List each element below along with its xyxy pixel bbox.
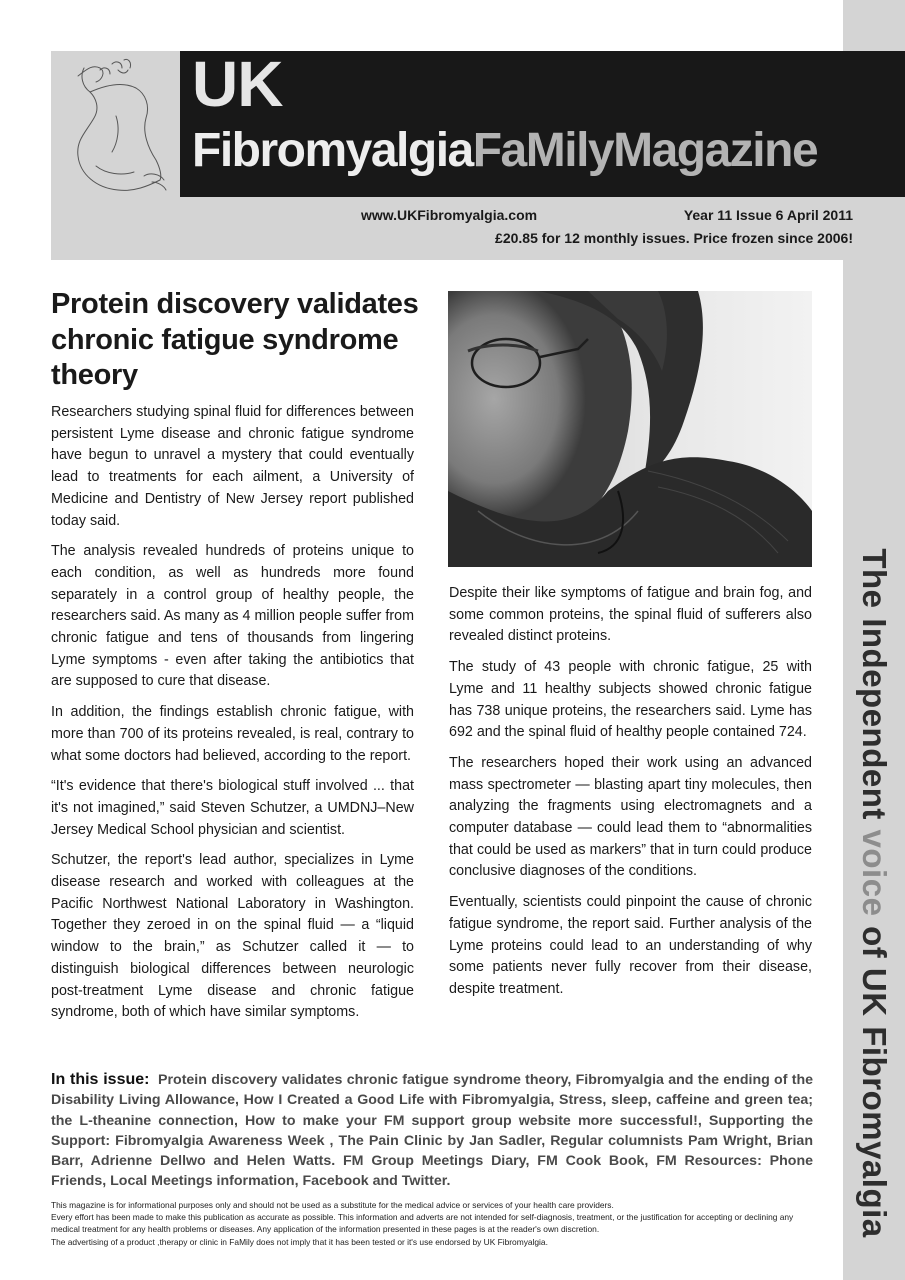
disclaimer-line: The advertising of a product ,therapy or clinic in FaMily does not imply that it has been tested or it's use endorsed by UK Fibromyalgia. (51, 1236, 548, 1247)
article-photo-woman (448, 291, 812, 567)
website-url[interactable]: www.UKFibromyalgia.com (361, 207, 538, 223)
side-tagline (855, 548, 893, 1237)
article-paragraph: Eventually, scientists could pinpoint the cause of chronic fatigue syndrome, the report said. Further analysis of the Lyme proteins could lead to an understanding of why some patients never fully recover from their disease, despite treatment. (449, 894, 812, 997)
disclaimer-line: This magazine is for informational purposes only and should not be used as a substitute for the medical advice or services of your health care providers. (51, 1200, 614, 1210)
price-info: £20.85 for 12 monthly issues. Price frozen since 2006! (495, 230, 853, 246)
masthead-uk: UK (192, 48, 283, 120)
masthead-title-family-magazine: FaMilyMagazine (472, 124, 818, 177)
tagline-part-2: voice (856, 829, 893, 927)
masthead-title (192, 124, 818, 177)
article-paragraph: In addition, the findings establish chronic fatigue, with more than 700 of its proteins revealed, is real, contrary to what some doctors had believed, according to the report. (51, 704, 414, 764)
article-right-column (449, 583, 812, 1010)
disclaimer-line: Every effort has been made to make this publication as accurate as possible. This information and adverts are not intended for self-diagnosis, treatment, or the justification for accepting or declining any medical treatment for any health problems or diseases. Any application of the information presented in these pages is at the reader's own discretion. (51, 1212, 794, 1235)
in-this-issue-text: Protein discovery validates chronic fatigue syndrome theory, Fibromyalgia and the ending of the Disability Living Allowance, How I Created a Good Life with Fibromyalgia, Stress, sleep, caffeine and green tea; the L-theanine connection, How to make your FM support group website more successful!, Supporting the Support: Fibromyalgia Awareness Week , The Pain Clinic by Jan Sadler, Regular columnists Pam Wright, Brian Barr, Adrienne Dellwo and Helen Watts. FM Group Meetings Diary, FM Cook Book, FM Resources: Phone Friends, Local Meetings information, Facebook and Twitter. (51, 1072, 814, 1190)
article-paragraph: Researchers studying spinal fluid for differences between persistent Lyme disease and chronic fatigue syndrome have begun to unravel a mystery that could eventually lead to treatments for each ailment, a University of Medicine and Dentistry of New Jersey report published today said. (51, 404, 414, 529)
in-this-issue (51, 1070, 813, 1192)
article-paragraph: The study of 43 people with chronic fatigue, 25 with Lyme and 11 healthy subjects showed chronic fatigue has 738 unique proteins, the researchers said. Lyme has 692 and the spinal fluid of healthy people contained 724. (449, 659, 812, 741)
masthead-title-fibromyalgia: Fibromyalgia (192, 124, 473, 177)
article-paragraph: “It's evidence that there's biological stuff involved ... that it's not imagined,” said Steven Schutzer, a UMDNJ–New Jersey Medical School physician and scientist. (51, 778, 414, 838)
article-paragraph: The researchers hoped their work using an advanced mass spectrometer — blasting apart tiny molecules, then analyzing the fragments using electromagnets and a computer database — could lead them to “abnormalities that could be used as markers” that in turn could produce conclusive diagnoses of the conditions. (449, 754, 812, 880)
disclaimer (51, 1199, 813, 1248)
article-paragraph: Schutzer, the report's lead author, specializes in Lyme disease research and worked with colleagues at the Pacific Northwest National Laboratory in Washington. Together they zeroed in on the spinal fluid — a “liquid window to the brain,” as Schutzer called it — to distinguish biological differences between neurologic post-treatment Lyme disease and chronic fatigue syndrome, both of which have similar symptoms. (51, 852, 414, 1021)
issue-info: Year 11 Issue 6 April 2011 (683, 207, 853, 223)
tagline-part-1: The Independent (856, 548, 893, 830)
article-paragraph: The analysis revealed hundreds of proteins unique to each condition, as well as hundreds more found separately in a control group of healthy people, the researchers said. As many as 4 million people suffer from chronic fatigue and tens of thousands from lingering Lyme symptoms - even after taking the antibiotics that are supposed to cure that disease. (51, 543, 414, 690)
article-left-column (51, 402, 414, 1033)
in-this-issue-label: In this issue: (51, 1071, 150, 1088)
article-paragraph: Despite their like symptoms of fatigue and brain fog, and some common proteins, the spinal fluid of sufferers also revealed distinct proteins. (449, 585, 812, 645)
figure-sketch-logo (56, 56, 176, 196)
article-headline: Protein discovery validates chronic fatigue syndrome theory (51, 288, 419, 392)
tagline-part-3: of UK Fibromyalgia (856, 926, 893, 1238)
